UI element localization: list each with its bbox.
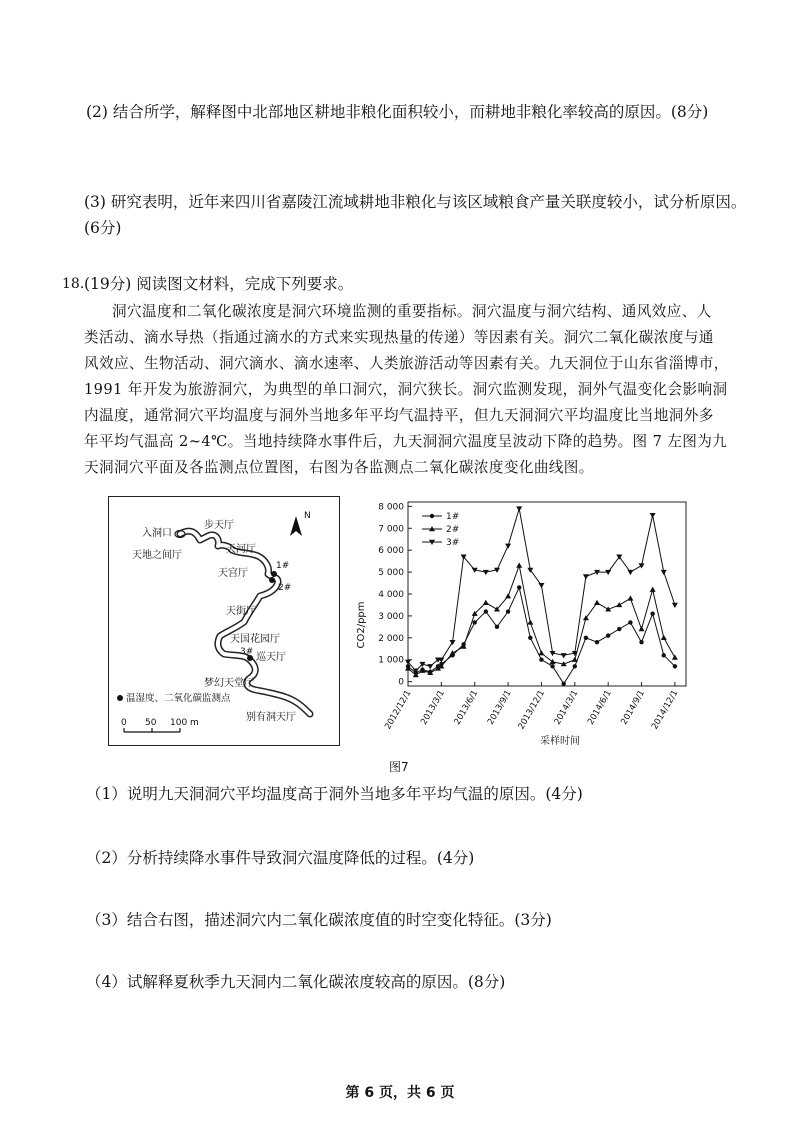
data-point	[539, 658, 543, 662]
data-point	[673, 664, 677, 668]
data-point	[583, 574, 589, 579]
data-point	[505, 593, 511, 598]
chart-xlabel: 采样时间	[540, 736, 580, 747]
data-point	[484, 609, 488, 613]
y-tick-label: 4 000	[378, 590, 404, 600]
svg-text:100 m: 100 m	[170, 718, 199, 728]
y-tick-label: 5 000	[378, 568, 404, 579]
y-tick-label: 3 000	[378, 611, 404, 622]
data-point	[639, 626, 645, 631]
data-point	[662, 653, 666, 657]
data-point	[639, 640, 643, 644]
legend-label: 2#	[446, 525, 460, 535]
data-point	[606, 633, 610, 637]
chart-ylabel: CO2/ppm	[356, 601, 367, 649]
data-point	[527, 619, 533, 624]
data-point	[528, 636, 532, 640]
monitor-point-1	[271, 571, 277, 577]
data-point	[650, 587, 656, 592]
q17-part2: (2) 结合所学，解释图中北部地区耕地非粮化面积较小，而耕地非粮化率较高的原因。(8分)	[86, 103, 709, 121]
legend-dot-icon	[117, 695, 123, 701]
co2-line-chart	[350, 490, 700, 750]
label-p3: 3#	[240, 647, 254, 657]
data-point	[616, 602, 622, 607]
legend-label: 1#	[446, 512, 460, 522]
passage-line: 类活动、滴水导热（指通过滴水的方式来实现热量的传递）等因素有关。洞穴二氧化碳浓度与通	[84, 329, 714, 346]
data-point	[483, 600, 489, 605]
data-point	[483, 570, 489, 575]
data-point	[639, 563, 645, 568]
label-p1: 1#	[276, 561, 290, 571]
legend-entry	[422, 512, 459, 522]
svg-text:N: N	[304, 511, 311, 521]
data-point	[505, 544, 511, 549]
data-point	[628, 620, 632, 624]
data-point	[650, 513, 656, 518]
passage-line: 年平均气温高 2~4℃。当地持续降水事件后，九天洞洞穴温度呈波动下降的趋势。图 7 左图为九	[84, 433, 728, 450]
data-point	[584, 636, 588, 640]
data-point	[427, 664, 433, 669]
data-point	[573, 664, 577, 668]
legend-entry	[422, 538, 459, 548]
data-point	[561, 682, 565, 686]
x-tick-label: 2013/3/1	[419, 688, 447, 727]
passage-line: 风效应、生物活动、洞穴滴水、滴水速率、人类旅游活动等因素有关。九天洞位于山东省淄博市，	[84, 355, 729, 372]
data-point	[538, 583, 544, 588]
x-tick-label: 2014/9/1	[619, 688, 648, 727]
y-tick-label: 0	[398, 677, 404, 688]
data-point	[550, 664, 554, 668]
y-tick-label: 7 000	[378, 524, 404, 535]
series-1#	[406, 585, 677, 686]
label-bieyou: 别有洞天厅	[246, 712, 296, 723]
data-point	[617, 627, 621, 631]
x-tick-label: 2013/9/1	[485, 688, 514, 727]
svg-text:0: 0	[121, 718, 127, 728]
data-point	[517, 585, 521, 589]
label-tiangong: 天宫厅	[218, 568, 248, 579]
chart-legend	[422, 512, 459, 548]
label-p2: 2#	[278, 583, 292, 593]
data-point	[572, 657, 578, 662]
q18-subquestion-1: （1）说明九天洞洞穴平均温度高于洞外当地多年平均气温的原因。(4分)	[86, 785, 583, 803]
passage-line: 天洞洞穴平面及各监测点位置图，右图为各监测点二氧化碳浓度变化曲线图。	[84, 459, 594, 476]
label-tiandi: 天地之间厅	[132, 550, 182, 561]
q18-subquestion-4: （4）试解释夏秋季九天洞内二氧化碳浓度较高的原因。(8分)	[86, 973, 506, 991]
data-point	[516, 563, 522, 568]
cave-plan-map	[108, 496, 340, 746]
data-point	[516, 506, 522, 511]
label-entrance: 入洞口	[142, 528, 172, 539]
label-menghuan: 梦幻天堂厅	[204, 678, 254, 689]
scale-bar	[121, 718, 199, 732]
x-tick-label: 2014/12/1	[650, 688, 681, 732]
x-tick-label: 2013/6/1	[452, 688, 481, 727]
series-line	[408, 587, 675, 683]
label-tianjie: 天街厅	[226, 606, 256, 617]
x-tick-label: 2012/12/1	[383, 688, 414, 732]
x-tick-label: 2014/6/1	[586, 688, 614, 727]
y-tick-label: 8 000	[378, 502, 404, 513]
passage-line: 1991 年开发为旅游洞穴，为典型的单口洞穴，洞穴狭长。洞穴监测发现，洞外气温变化会影响洞	[84, 381, 728, 398]
q18-number: 18.	[62, 276, 85, 292]
label-xuntian: 巡天厅	[256, 652, 286, 663]
data-point	[627, 570, 633, 575]
legend-entry	[422, 525, 459, 535]
data-point	[538, 650, 544, 655]
chart-axes	[378, 502, 686, 731]
data-point	[595, 640, 599, 644]
monitor-point-2	[269, 577, 275, 583]
passage-line: 内温度，通常洞穴平均温度与洞外当地多年平均气温持平，但九天洞洞穴平均温度比当地洞外多	[84, 407, 714, 424]
x-tick-label: 2014/3/1	[552, 688, 581, 727]
q17-part3-line2: (6分)	[84, 219, 122, 237]
q17-part3-line1: (3) 研究表明，近年来四川省嘉陵江流域耕地非粮化与该区域粮食产量关联度较小，试分析原因。	[84, 193, 747, 211]
data-point	[430, 514, 434, 518]
data-point	[661, 635, 667, 640]
passage-line: 洞穴温度和二氧化碳浓度是洞穴环境监测的重要指标。洞穴温度与洞穴结构、通风效应、人	[112, 303, 712, 320]
legend-label: 3#	[446, 538, 460, 548]
data-point	[650, 612, 654, 616]
q18-subquestion-2: （2）分析持续降水事件导致洞穴温度降低的过程。(4分)	[86, 849, 475, 867]
x-tick-label: 2013/12/1	[516, 688, 548, 732]
figure-caption: 图7	[389, 760, 409, 774]
y-tick-label: 6 000	[378, 546, 404, 557]
label-tianguo: 天国花园厅	[230, 634, 280, 645]
data-point	[473, 620, 477, 624]
north-arrow-icon	[290, 511, 311, 536]
data-point	[561, 653, 567, 658]
label-bubu: 步天厅	[204, 520, 234, 531]
y-tick-label: 2 000	[378, 633, 404, 644]
data-point	[594, 600, 600, 605]
data-point	[627, 595, 633, 600]
q18-subquestion-3: （3）结合右图，描述洞穴内二氧化碳浓度值的时空变化特征。(3分)	[86, 911, 552, 929]
label-tianhe: 天河厅	[226, 544, 256, 555]
legend-text: 温湿度、二氧化碳监测点	[126, 693, 231, 704]
data-point	[672, 655, 678, 660]
data-point	[449, 640, 455, 645]
svg-text:50: 50	[145, 718, 157, 728]
y-tick-label: 1 000	[378, 655, 404, 666]
q18-header: (19分) 阅读图文材料，完成下列要求。	[84, 275, 354, 293]
page-footer: 第 6 页，共 6 页	[345, 1085, 455, 1101]
data-point	[661, 570, 667, 575]
data-point	[495, 625, 499, 629]
data-point	[672, 603, 678, 608]
data-point	[506, 609, 510, 613]
